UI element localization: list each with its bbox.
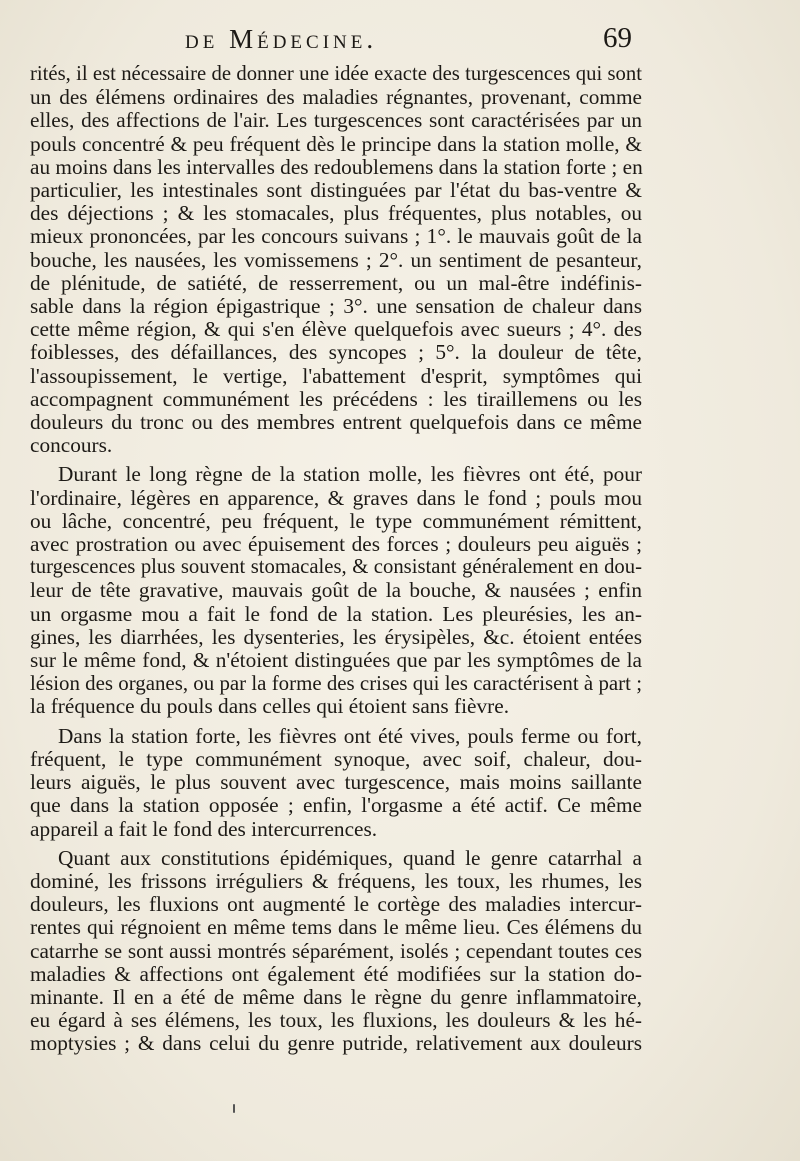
text-line: elles, des affections de l'air. Les turgescences sont caractérisées par un bbox=[30, 108, 642, 133]
text-line: un orgasme mou a fait le fond de la station. Les pleurésies, les an- bbox=[30, 601, 642, 626]
text-line: concours. bbox=[30, 433, 113, 458]
text-line: rentes qui régnoient en même tems dans le même lieu. Ces élémens du bbox=[30, 915, 642, 940]
text-line: la fréquence du pouls dans celles qui étoient sans fièvre. bbox=[30, 694, 510, 719]
text-line: eu égard à ses élémens, les toux, les fluxions, les douleurs & les hé- bbox=[30, 1008, 642, 1033]
text-line: lésion des organes, ou par la forme des crises qui les caractérisent à part ; bbox=[30, 671, 642, 696]
text-line: douleurs, les fluxions ont augmenté le cortège des maladies intercur- bbox=[30, 892, 642, 917]
text-line: au moins dans les intervalles des redoublemens dans la station forte ; en bbox=[30, 154, 643, 179]
text-line: minante. Il en a été de même dans le règne du genre inflammatoire, bbox=[30, 984, 642, 1009]
text-line: des déjections ; & les stomacales, plus fréquentes, plus notables, ou bbox=[30, 201, 642, 226]
text-line: leurs aiguës, le plus souvent avec turgescence, mais moins saillante bbox=[30, 770, 642, 795]
text-line: turgescences plus souvent stomacales, & consistant généralement en dou- bbox=[30, 556, 642, 579]
text-line: rités, il est nécessaire de donner une idée exacte des turgescences qui sont bbox=[30, 63, 642, 85]
text-line: Quant aux constitutions épidémiques, quand le genre catarrhal a bbox=[58, 845, 642, 870]
text-line: mieux prononcées, par les concours suivans ; 1°. le mauvais goût de la bbox=[30, 224, 642, 249]
paragraph-turgescences bbox=[30, 63, 642, 457]
text-line: bouche, les nausées, les vomissemens ; 2°. un sentiment de pesanteur, bbox=[30, 247, 642, 272]
text-line: douleurs du tronc ou des membres entrent quelquefois dans ce même bbox=[30, 410, 642, 435]
text-line: sur le même fond, & n'étoient distinguées que par les symptômes de la bbox=[30, 648, 642, 673]
text-line: fréquent, le type communément synoque, avec soif, chaleur, dou- bbox=[30, 746, 642, 771]
text-line: pouls concentré & peu fréquent dès le principe dans la station molle, & bbox=[30, 131, 642, 156]
text-line: sable dans la région épigastrique ; 3°. une sensation de chaleur dans bbox=[30, 294, 642, 319]
text-line: accompagnent communément les précédens : les tiraillemens ou les bbox=[30, 386, 642, 411]
text-line: appareil a fait le fond des intercurrences. bbox=[30, 816, 378, 841]
text-line: Durant le long règne de la station molle, les fièvres ont été, pour bbox=[58, 462, 642, 487]
paragraph-constitutions bbox=[30, 847, 642, 1056]
text-line: un des élémens ordinaires des maladies régnantes, provenant, comme bbox=[30, 85, 642, 110]
page-number: 69 bbox=[603, 22, 632, 54]
text-line: que dans la station opposée ; enfin, l'orgasme a été actif. Ce même bbox=[30, 793, 642, 818]
text-line: Dans la station forte, les fièvres ont été vives, pouls ferme ou fort, bbox=[58, 723, 642, 748]
paragraph-station-forte bbox=[30, 725, 642, 841]
text-line: gines, les diarrhées, les dysenteries, les érysipèles, &c. étoient entées bbox=[30, 624, 642, 649]
text-line: avec prostration ou avec épuisement des forces ; douleurs peu aiguës ; bbox=[30, 532, 642, 557]
text-line: foiblesses, des défaillances, des syncopes ; 5°. la douleur de tête, bbox=[30, 340, 642, 365]
page-header bbox=[0, 22, 800, 62]
text-line: catarrhe se sont aussi montrés séparément, isolés ; cependant toutes ces bbox=[30, 938, 642, 963]
text-line: ou lâche, concentré, peu fréquent, le type communément rémittent, bbox=[30, 508, 642, 533]
text-line: de plénitude, de satiété, de resserrement, ou un mal-être indéfinis- bbox=[30, 270, 642, 295]
text-line: moptysies ; & dans celui du genre putride, relativement aux douleurs bbox=[30, 1031, 642, 1056]
ink-speck bbox=[233, 1104, 235, 1113]
body-text bbox=[30, 63, 642, 1056]
text-line: leur de tête gravative, mauvais goût de la bouche, & nausées ; enfin bbox=[30, 578, 642, 603]
text-line: maladies & affections ont également été modifiées sur la station do- bbox=[30, 961, 642, 986]
text-line: cette même région, & qui s'en élève quelquefois avec sueurs ; 4°. des bbox=[30, 317, 642, 342]
running-title: de Médecine. bbox=[185, 24, 378, 54]
paragraph-station-molle bbox=[30, 463, 642, 718]
text-line: l'assoupissement, le vertige, l'abattement d'esprit, symptômes qui bbox=[30, 363, 642, 388]
text-line: particulier, les intestinales sont distinguées par l'état du bas-ventre & bbox=[30, 178, 642, 203]
text-line: dominé, les frissons irréguliers & fréquens, les toux, les rhumes, les bbox=[30, 868, 642, 893]
text-line: l'ordinaire, légères en apparence, & graves dans le fond ; pouls mou bbox=[30, 485, 642, 510]
